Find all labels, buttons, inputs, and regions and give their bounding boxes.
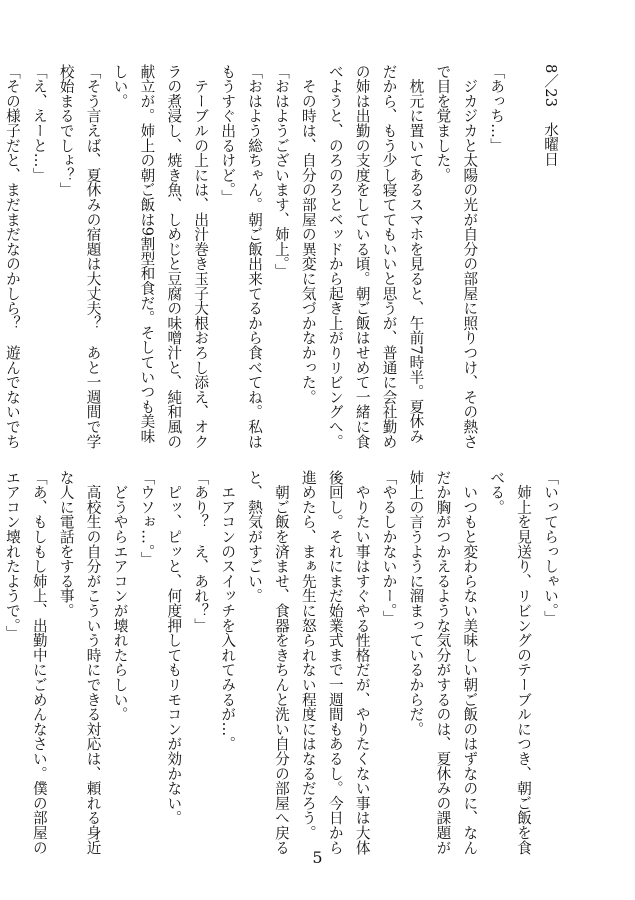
text-line: の姉は出勤の支度をしている頃。朝ご飯はせめて一緒に食 [353,64,371,449]
text-line: ピッ、ピッと、何度押してもリモコンが効かない。 [165,470,183,826]
text-line: 高校生の自分がこういう時にできる対応は、頼れる身近 [84,470,102,855]
text-line: やりたい事はすぐやる性格だが、やりたくない事は大体 [353,470,371,855]
text-line: 後回し。それにまだ始業式まで一週間もあるし。今日から [326,470,344,855]
text-line: ラの煮浸し、焼き魚、しめじと豆腐の味噌汁と、純和風の [165,64,183,449]
bottom-text-block [0,470,563,855]
text-line: 「え、えーと…」 [30,64,48,183]
text-line: どうやらエアコンが壊れたらしい。 [111,470,129,722]
text-line: 「おはようございます、姉上。」 [272,64,290,279]
text-line: いつもと変わらない美味しい朝ご飯のはずなのに、なん [461,470,479,855]
text-line: だか胸がつかえるような気分がするのは、夏休みの課題が [434,470,452,855]
top-text-block [0,64,563,449]
text-line: 8／23 水曜日 [542,64,559,167]
text-line: で目を覚ました。 [434,64,452,183]
text-line: と、熱気がすごい。 [246,470,264,604]
text-line: べようと、のろのろとベッドから起き上がりリビングへ。 [326,64,344,449]
text-line: 「いってらっしゃい。」 [542,470,559,626]
text-line: べる。 [488,470,506,515]
text-line: 「その様子だと、まだまだなのかしら？ 遊んでないでち [3,64,21,449]
text-line: 「そう言えば、夏休みの宿題は大丈夫？ あと一週間で学 [84,64,102,449]
text-line: 「おはよう総ちゃん。朝ご飯出来てるから食べてね。私は [246,64,264,449]
text-line: テーブルの上には、出汁巻き玉子大根おろし添え、オク [192,64,210,449]
text-line: 「あり？ え、あれ？」 [192,470,210,633]
text-line: 「ウソぉ…。」 [138,470,156,567]
text-line: 姉上の言うように溜まっているからだ。 [407,470,425,737]
text-line: 姉上を見送り、リビングのテーブルにつき、朝ご飯を食 [515,470,533,855]
text-line: エアコン壊れたようで。」 [3,470,21,641]
text-line [509,64,536,434]
text-line: ジカジカと太陽の光が自分の部屋に照りつけ、その熱さ [461,64,479,449]
text-line: エアコンのスイッチを入れてみるが…。 [219,470,237,752]
text-line: 「あ、もしもし姉上、出勤中にごめんなさい。僕の部屋の [30,470,48,855]
text-line: 「あっち…」 [488,64,506,153]
text-line: 献立が。姉上の朝ご飯は9割型和食だ。そしていつも美味 [138,64,156,444]
text-line: だから、もう少し寝ててもいいと思うが、普通に会社勤め [380,64,398,449]
text-line: 朝ご飯を済ませ、食器をきちんと洗い自分の部屋へ戻る [272,470,290,855]
text-line: もうすぐ出るけど。」 [219,64,237,205]
text-line: 進めたら、まぁ先生に怒られない程度にはなるだろう。 [299,470,317,840]
page-number: 5 [312,848,323,867]
text-line: その時は、自分の部屋の異変に気づかなかった。 [299,64,317,405]
text-line: 枕元に置いてあるスマホを見ると、午前7時半。夏休み [407,64,425,444]
text-line: 「やるしかないかー。」 [380,470,398,626]
text-line: な人に電話をする事。 [57,470,75,618]
text-line: 校始まるでしょ？」 [57,64,75,198]
text-line: しい。 [111,64,129,109]
